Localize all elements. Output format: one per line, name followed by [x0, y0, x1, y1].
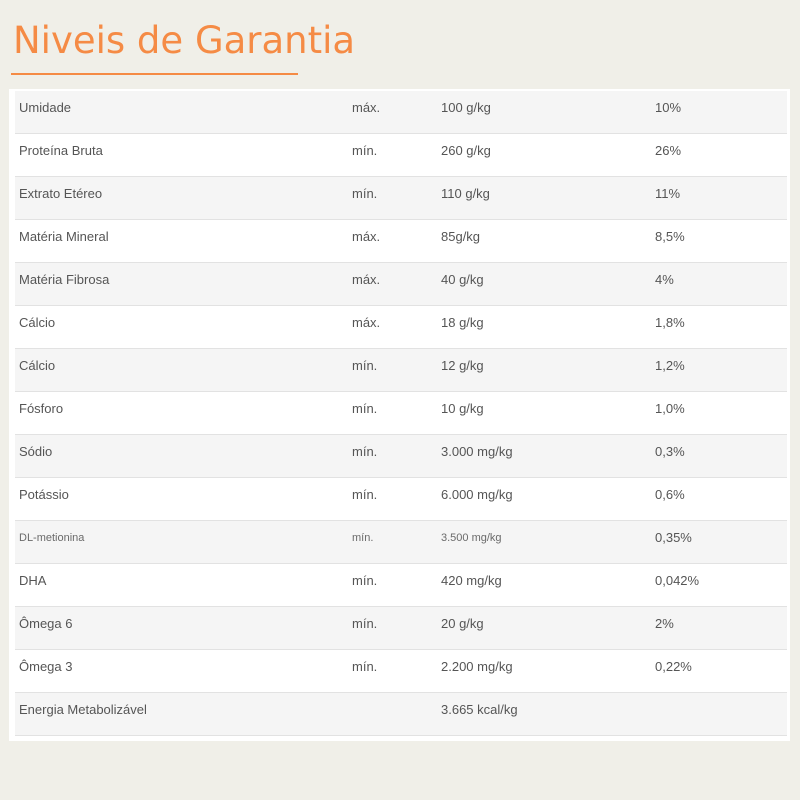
page-title: Niveis de Garantia — [13, 19, 356, 62]
amount-value: 2.200 mg/kg — [441, 659, 513, 674]
limit-type: mín. — [352, 143, 378, 158]
amount-value: 100 g/kg — [441, 100, 491, 115]
percent-value: 11% — [655, 186, 681, 201]
nutrient-name: Matéria Fibrosa — [19, 272, 110, 287]
nutrient-name: Sódio — [19, 444, 53, 459]
table-row — [15, 263, 787, 306]
table-row — [15, 177, 787, 220]
limit-type: máx. — [352, 100, 381, 115]
percent-value: 0,22% — [655, 659, 692, 674]
nutrient-name: Proteína Bruta — [19, 143, 103, 158]
amount-value: 6.000 mg/kg — [441, 487, 513, 502]
nutrient-name: Matéria Mineral — [19, 229, 109, 244]
amount-value: 40 g/kg — [441, 272, 484, 287]
percent-value: 1,0% — [655, 401, 685, 416]
table-row — [15, 607, 787, 650]
limit-type: mín. — [352, 444, 378, 459]
limit-type: mín. — [352, 573, 378, 588]
percent-value: 1,2% — [655, 358, 685, 373]
amount-value: 3.665 kcal/kg — [441, 702, 518, 717]
nutrient-name: Fósforo — [19, 401, 64, 416]
amount-value: 3.500 mg/kg — [441, 532, 502, 544]
nutrient-name: DHA — [19, 573, 47, 588]
percent-value: 8,5% — [655, 229, 685, 244]
limit-type: mín. — [352, 358, 378, 373]
amount-value: 420 mg/kg — [441, 573, 502, 588]
limit-type: mín. — [352, 616, 378, 631]
percent-value: 4% — [655, 272, 674, 287]
table-row — [15, 220, 787, 263]
percent-value: 2% — [655, 616, 674, 631]
limit-type: mín. — [352, 186, 378, 201]
amount-value: 260 g/kg — [441, 143, 491, 158]
nutrient-name: Umidade — [19, 100, 72, 115]
nutrient-name: Energia Metabolizável — [19, 702, 147, 717]
amount-value: 20 g/kg — [441, 616, 484, 631]
percent-value: 26% — [655, 143, 682, 158]
nutrient-name: Extrato Etéreo — [19, 186, 103, 201]
table-row — [15, 392, 787, 435]
amount-value: 3.000 mg/kg — [441, 444, 513, 459]
nutrient-name: Potássio — [19, 487, 69, 502]
nutrient-name: DL-metionina — [19, 532, 85, 544]
limit-type: máx. — [352, 272, 381, 287]
table-row — [15, 349, 787, 392]
table-row — [15, 478, 787, 521]
title-underline — [11, 73, 298, 75]
percent-value: 0,3% — [655, 444, 685, 459]
limit-type: máx. — [352, 315, 381, 330]
percent-value: 10% — [655, 100, 682, 115]
guarantee-table-panel — [9, 89, 790, 741]
table-row — [15, 91, 787, 134]
nutrient-name: Cálcio — [19, 315, 56, 330]
limit-type: máx. — [352, 229, 381, 244]
nutrient-name: Ômega 6 — [19, 616, 73, 631]
guarantee-table — [15, 91, 787, 736]
amount-value: 12 g/kg — [441, 358, 484, 373]
limit-type: mín. — [352, 532, 374, 544]
limit-type: mín. — [352, 659, 378, 674]
nutrient-name: Cálcio — [19, 358, 56, 373]
amount-value: 10 g/kg — [441, 401, 484, 416]
limit-type: mín. — [352, 487, 378, 502]
percent-value: 0,35% — [655, 530, 692, 545]
amount-value: 18 g/kg — [441, 315, 484, 330]
table-row — [15, 306, 787, 349]
table-row — [15, 693, 787, 736]
table-row — [15, 650, 787, 693]
limit-type: mín. — [352, 401, 378, 416]
amount-value: 85g/kg — [441, 229, 481, 244]
percent-value: 1,8% — [655, 315, 685, 330]
table-row — [15, 521, 787, 564]
table-row — [15, 134, 787, 177]
percent-value: 0,6% — [655, 487, 685, 502]
table-row — [15, 564, 787, 607]
nutrient-name: Ômega 3 — [19, 659, 73, 674]
amount-value: 110 g/kg — [441, 186, 490, 201]
table-row — [15, 435, 787, 478]
percent-value: 0,042% — [655, 573, 700, 588]
